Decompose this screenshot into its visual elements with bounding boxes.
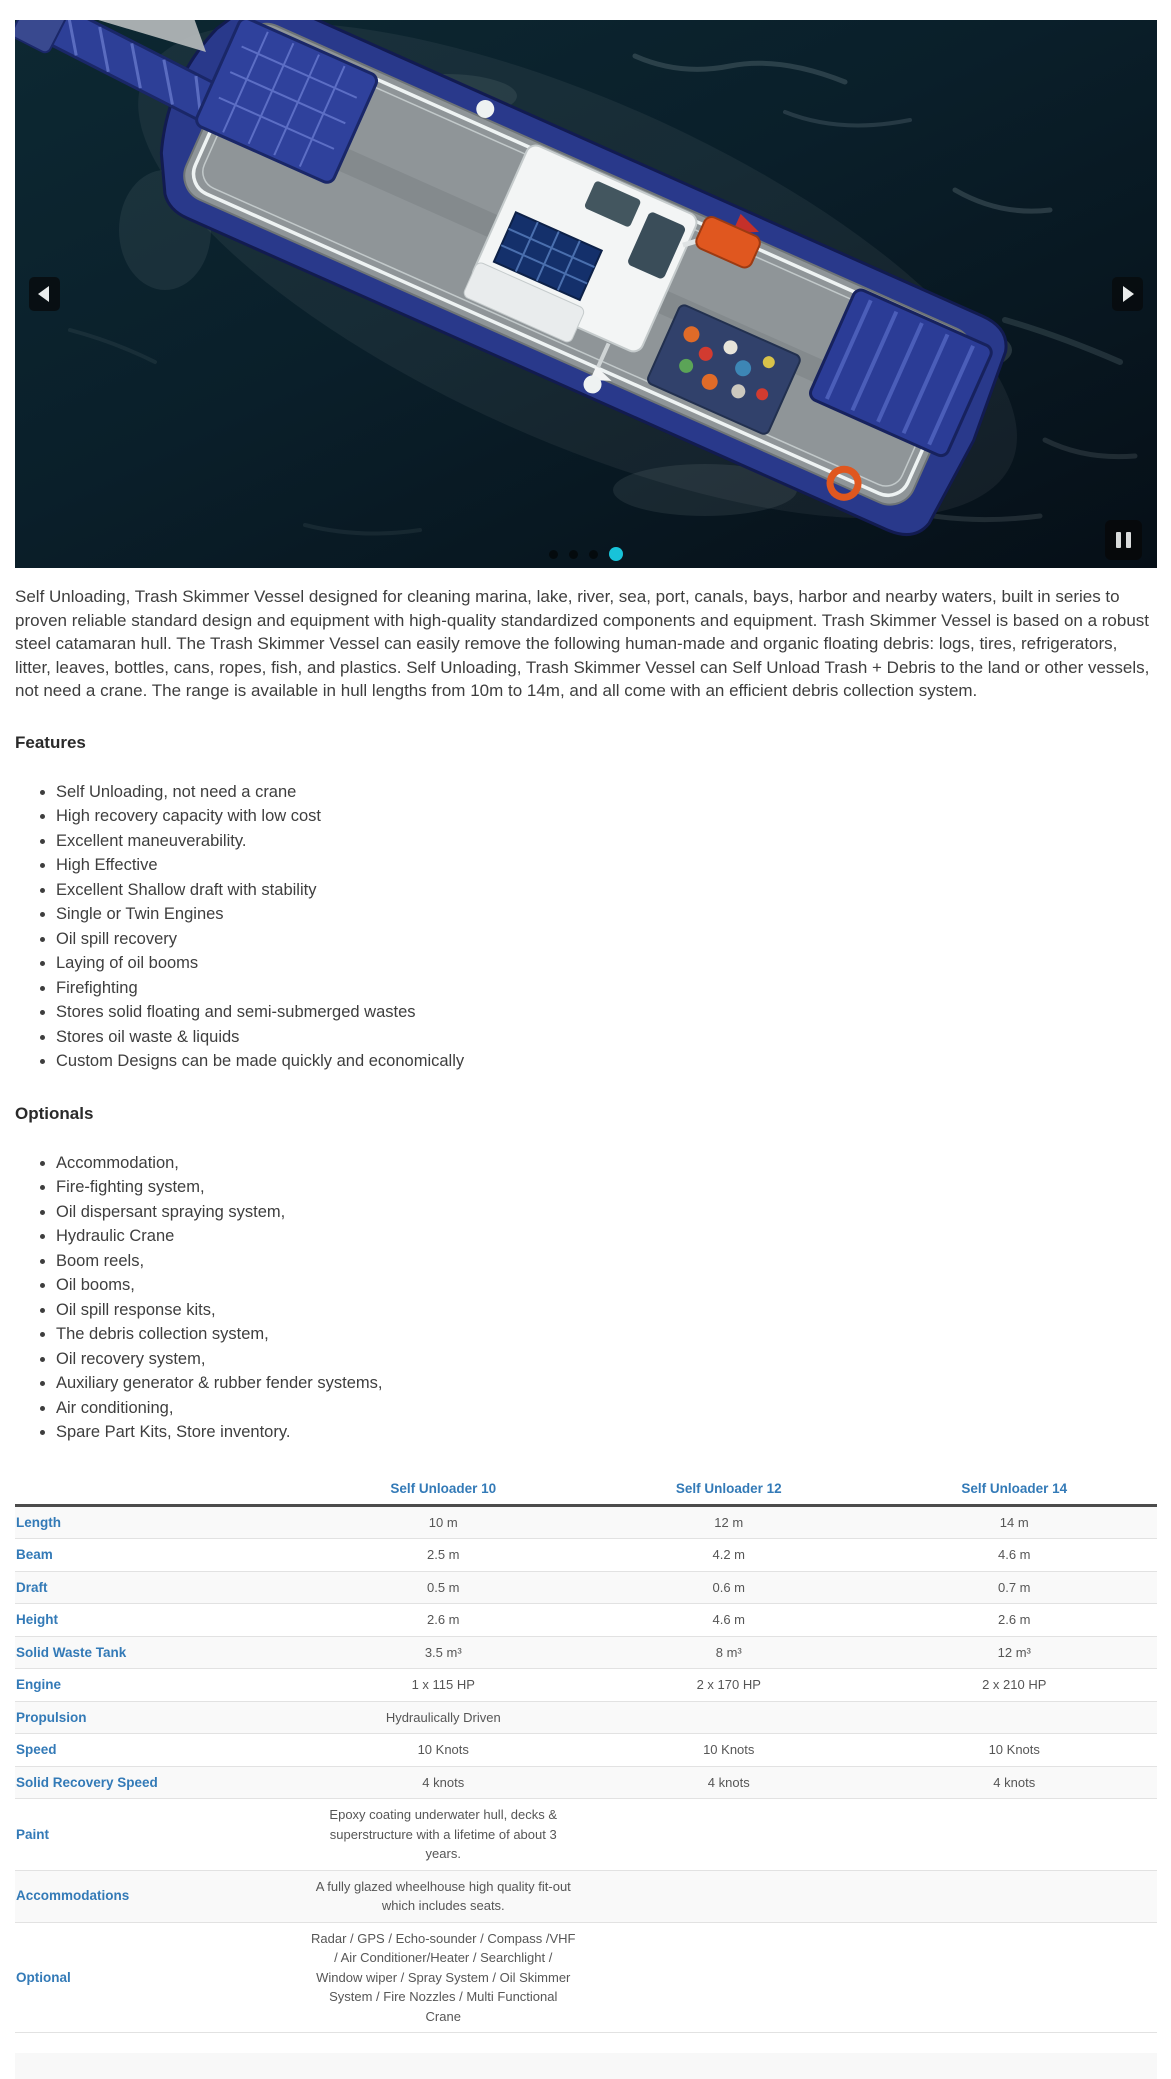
product-description: Self Unloading, Trash Skimmer Vessel designed for cleaning marina, lake, river, sea, port, canals, bays, harbor and nearby waters, built in series to proven reliable standard design and equipment with high-quality standardized components and equipment. Trash Skimmer Vessel is based on a robust steel catamaran hull. The Trash Skimmer Vessel can easily remove the following human-made and organic floating debris: logs, tires, refrigerators, litter, leaves, bottles, cans, ropes, fish, and plastics. Self Unloading, Trash Skimmer Vessel can Self Unload Trash + Debris to the land or other vessels, not need a crane. The range is available in hull lengths from 10m to 14m, and all come with an efficient debris collection system. (15, 587, 1150, 700)
carousel-dots (549, 547, 623, 561)
spec-value-cell: 0.6 m (712, 1579, 745, 1595)
spec-value-cell: 4 knots (422, 1774, 465, 1790)
spec-value-cell: Radar / GPS / Echo-sounder / Compass /VHF / Air Conditioner/Heater / Searchlight / Window wiper / Spray System / Oil Skimmer System / Fire Nozzles / Multi Functional Crane (311, 1930, 576, 2024)
spec-table-row (15, 1505, 1157, 1539)
spec-value-cell: 2.5 m (426, 1547, 460, 1562)
optional-item: • Accommodation, (56, 1151, 1157, 1176)
feature-item: • Single or Twin Engines (56, 902, 1157, 927)
spec-value-cell: Hydraulically Driven (385, 1709, 501, 1725)
feature-item: • Custom Designs can be made quickly and economically (56, 1049, 1157, 1074)
optional-item: • Fire-fighting system, (56, 1175, 1157, 1200)
feature-item: • Firefighting (56, 976, 1157, 1001)
pause-icon (1116, 532, 1121, 548)
spec-value-cell: 12 m (714, 1514, 744, 1530)
spec-value-cell: 10 Knots (703, 1742, 755, 1757)
optional-item: • Oil dispersant spraying system, (56, 1200, 1157, 1225)
spec-value-cell: 1 x 115 HP (411, 1677, 475, 1692)
spec-table-row (15, 1571, 1157, 1604)
features-list (15, 780, 1157, 1074)
spec-value-cell: 14 m (999, 1514, 1029, 1530)
image-carousel (15, 20, 1157, 568)
spec-value-cell: 12 m³ (997, 1644, 1031, 1660)
spec-row-label: Propulsion (16, 1709, 87, 1725)
spec-value-cell: 0.5 m (426, 1579, 460, 1595)
spec-table (15, 1473, 1157, 2034)
spec-row-label: Accommodations (16, 1888, 130, 1904)
spec-table-row (15, 1604, 1157, 1637)
spec-table-row (15, 1922, 1157, 2033)
right-triangle-icon (1123, 286, 1134, 302)
spec-value-cell: 2 x 210 HP (982, 1677, 1047, 1692)
spec-col-header-1: Self Unloader 10 (301, 1473, 587, 1506)
spec-table-row (15, 1766, 1157, 1799)
spec-col-spacer (15, 1473, 301, 1506)
spec-col-header-3: Self Unloader 14 (872, 1473, 1158, 1506)
spec-value-cell: 4.6 m (997, 1547, 1031, 1562)
optional-item: • Oil recovery system, (56, 1347, 1157, 1372)
spec-row-label: Optional (16, 1969, 71, 1985)
carousel-prev-button[interactable] (29, 277, 60, 311)
spec-row-label: Height (16, 1612, 58, 1627)
spec-table-row (15, 1870, 1157, 1922)
spec-value-cell: 10 Knots (988, 1742, 1040, 1757)
feature-item: • Excellent Shallow draft with stability (56, 878, 1157, 903)
spec-value-cell: 2 x 170 HP (696, 1677, 761, 1692)
spec-value-cell (586, 1701, 872, 1734)
spec-value-cell: 4 knots (707, 1774, 750, 1790)
spec-value-cell (586, 1922, 872, 2033)
spec-value-cell: A fully glazed wheelhouse high quality fit-out which includes seats. (315, 1878, 571, 1913)
spec-value-cell (872, 1701, 1158, 1734)
spec-value-cell: 8 m³ (715, 1644, 742, 1660)
optionals-list (15, 1151, 1157, 1445)
spec-row-label: Engine (16, 1677, 62, 1692)
feature-item: • Oil spill recovery (56, 927, 1157, 952)
spec-header-row (15, 1473, 1157, 1506)
optional-item: • Spare Part Kits, Store inventory. (56, 1420, 1157, 1445)
spec-value-cell: 3.5 m³ (424, 1644, 462, 1660)
spec-value-cell: Epoxy coating underwater hull, decks & superstructure with a lifetime of about 3 years. (329, 1807, 558, 1861)
carousel-dot[interactable] (549, 550, 558, 559)
spec-value-cell: 10 Knots (417, 1742, 469, 1757)
spec-row-label: Draft (16, 1579, 48, 1595)
spec-row-label: Solid Recovery Speed (16, 1774, 158, 1790)
spec-row-label: Beam (16, 1547, 53, 1562)
feature-item: • Excellent maneuverability. (56, 829, 1157, 854)
spec-value-cell (586, 1799, 872, 1871)
features-heading: Features (15, 732, 86, 752)
feature-item: • Stores oil waste & liquids (56, 1025, 1157, 1050)
spec-row-label: Solid Waste Tank (16, 1644, 127, 1660)
feature-item: • High recovery capacity with low cost (56, 804, 1157, 829)
optionals-heading: Optionals (15, 1103, 94, 1123)
left-triangle-icon (38, 286, 49, 302)
vessel-photo[interactable] (15, 20, 1157, 568)
spec-row-label: Paint (16, 1826, 50, 1842)
spec-value-cell: 2.6 m (997, 1612, 1031, 1627)
spec-value-cell: 4 knots (993, 1774, 1036, 1790)
spec-value-cell: 4.6 m (712, 1612, 745, 1627)
feature-item: • Laying of oil booms (56, 951, 1157, 976)
optional-item: • Boom reels, (56, 1249, 1157, 1274)
spec-col-header-2: Self Unloader 12 (586, 1473, 872, 1506)
carousel-next-button[interactable] (1112, 277, 1143, 311)
optional-item: • Hydraulic Crane (56, 1224, 1157, 1249)
feature-item: • High Effective (56, 853, 1157, 878)
spec-value-cell (586, 1870, 872, 1922)
feature-item: • Stores solid floating and semi-submerged wastes (56, 1000, 1157, 1025)
spec-table-row (15, 1701, 1157, 1734)
spec-table-row (15, 1636, 1157, 1669)
optional-item: • Auxiliary generator & rubber fender systems, (56, 1371, 1157, 1396)
spec-table-row (15, 1539, 1157, 1572)
optional-item: • The debris collection system, (56, 1322, 1157, 1347)
spec-value-cell: 0.7 m (997, 1579, 1031, 1595)
spec-row-label: Length (16, 1514, 61, 1530)
spec-table-row (15, 1669, 1157, 1702)
spec-value-cell (872, 1799, 1158, 1871)
spec-value-cell (872, 1922, 1158, 2033)
spec-value-cell: 10 m (428, 1514, 458, 1530)
spec-value-cell: 2.6 m (426, 1612, 460, 1627)
spec-value-cell (872, 1870, 1158, 1922)
spec-row-label: Speed (16, 1742, 57, 1757)
carousel-pause-button[interactable] (1105, 520, 1142, 560)
spec-table-row (15, 1799, 1157, 1871)
spec-table-row (15, 1734, 1157, 1767)
carousel-dot[interactable] (589, 550, 598, 559)
carousel-dot[interactable] (569, 550, 578, 559)
optional-item: • Air conditioning, (56, 1396, 1157, 1421)
spec-value-cell: 4.2 m (712, 1547, 745, 1562)
feature-item: • Self Unloading, not need a crane (56, 780, 1157, 805)
carousel-dot[interactable] (609, 547, 623, 561)
optional-item: • Oil spill response kits, (56, 1298, 1157, 1323)
optional-item: • Oil booms, (56, 1273, 1157, 1298)
